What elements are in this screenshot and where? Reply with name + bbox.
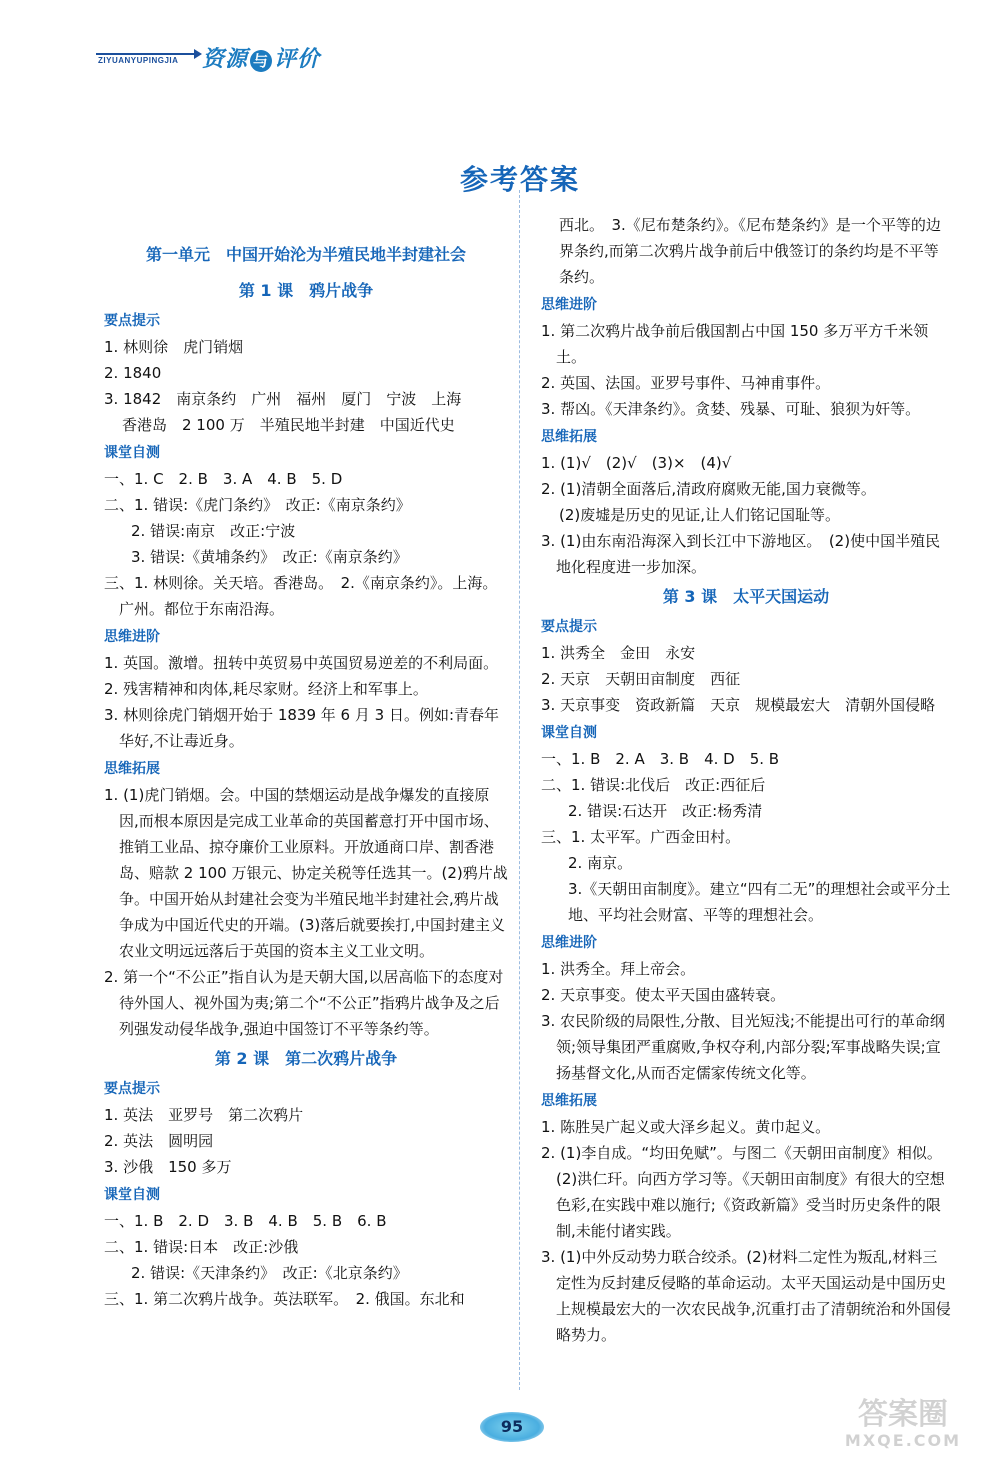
logo-connector: 与 <box>250 50 272 72</box>
book-header <box>96 42 346 78</box>
answer-line: 1. 林则徐 虎门销烟 <box>104 338 244 356</box>
answer-line: 1. 英国。激增。扭转中英贸易中英国贸易逆差的不利局面。 <box>104 654 499 672</box>
answer-line: 3. 1842 南京条约 广州 福州 厦门 宁波 上海 <box>104 390 462 408</box>
answer-line: 3. 农民阶级的局限性,分散、目光短浅;不能提出可行的革命纲领;领导集团严重腐败,争权夺利,内部分裂;军事战略失误;宣扬基督文化,从而否定儒家传统文化等。 <box>541 1012 945 1082</box>
answer-line: 二、1. 错误:《虎门条约》 改正:《南京条约》 <box>104 496 411 514</box>
section-heading: 要点提示 <box>541 619 597 635</box>
answer-line: 3. 错误:《黄埔条约》 改正:《南京条约》 <box>131 548 408 566</box>
answer-line: 2. 南京。 <box>568 854 633 872</box>
answer-line: 2. 错误:南京 改正:宁波 <box>131 522 296 540</box>
logo-part1: 资源 <box>202 47 249 72</box>
watermark-logo <box>818 1397 988 1460</box>
answer-line: 一、1. B 2. D 3. B 4. B 5. B 6. B <box>104 1212 387 1230</box>
answer-line: 1. 洪秀全 金田 永安 <box>541 644 696 662</box>
watermark-url: MXQE.COM <box>844 1431 962 1450</box>
logo-part2: 评价 <box>274 47 321 72</box>
answer-line: 一、1. C 2. B 3. A 4. B 5. D <box>104 470 343 488</box>
answer-line: 3. (1)中外反动势力联合绞杀。(2)材料二定性为叛乱,材料三定性为反封建反侵略的革命运动。太平天国运动是中国历史上规模最宏大的一次农民战争,沉重打击了清朝统治和外国侵略势力。 <box>541 1248 951 1344</box>
answer-line: 3. 沙俄 150 多万 <box>104 1158 232 1176</box>
watermark-text: 答案圈 <box>858 1397 948 1432</box>
answer-line: 3. 帮凶。《天津条约》。贪婪、残暴、可耻、狼狈为奸等。 <box>541 400 921 418</box>
section-heading: 要点提示 <box>104 1081 160 1097</box>
section-heading: 课堂自测 <box>104 445 160 461</box>
answer-line: 3. 天京事变 资政新篇 天京 规模最宏大 清朝外国侵略 <box>541 696 936 714</box>
answer-line: 1. 陈胜吴广起义或大泽乡起义。黄巾起义。 <box>541 1118 831 1136</box>
answer-line: 2. 错误:《天津条约》 改正:《北京条约》 <box>131 1264 408 1282</box>
answer-line: 2. 1840 <box>104 364 162 382</box>
section-heading: 思维进阶 <box>541 935 597 951</box>
answer-line: (2)废墟是历史的见证,让人们铭记国耻等。 <box>559 506 841 524</box>
answer-line: 2. 错误:石达开 改正:杨秀清 <box>568 802 763 820</box>
answer-line: 三、1. 林则徐。关天培。香港岛。 2.《南京条约》。上海。广州。都位于东南沿海。 <box>104 574 498 618</box>
section-heading: 思维拓展 <box>541 429 597 445</box>
answer-line: 三、1. 太平军。广西金田村。 <box>541 828 741 846</box>
page-number: 95 <box>480 1412 544 1442</box>
answer-line: 2. (1)清朝全面落后,清政府腐败无能,国力衰微等。 <box>541 480 876 498</box>
answer-line: 三、1. 第二次鸦片战争。英法联军。 2. 俄国。东北和 <box>104 1290 465 1308</box>
answer-line: 二、1. 错误:日本 改正:沙俄 <box>104 1238 299 1256</box>
unit-title: 第一单元 中国开始沦为半殖民地半封建社会 <box>145 245 466 264</box>
answer-line: 2. 天京事变。使太平天国由盛转衰。 <box>541 986 786 1004</box>
header-pinyin: ZIYUANYUPINGJIA <box>98 56 179 65</box>
section-heading: 要点提示 <box>104 313 160 329</box>
answer-line: 3.《天朝田亩制度》。建立“四有二无”的理想社会或平分土地、平均社会财富、平等的理想社会。 <box>568 880 951 924</box>
header-arrow-icon <box>96 53 196 55</box>
answer-line: 2. 第一个“不公正”指自认为是天朝大国,以居高临下的态度对待外国人、视外国为夷;第二个“不公正”指鸦片战争及之后列强发动侵华战争,强迫中国签订不平等条约等。 <box>104 968 504 1038</box>
answer-line: 3. 林则徐虎门销烟开始于 1839 年 6 月 3 日。例如:青春年华好,不让毒近身。 <box>104 706 500 750</box>
book-logo <box>202 42 320 73</box>
answer-line: 2. 天京 天朝田亩制度 西征 <box>541 670 741 688</box>
lesson1-title: 第 1 课 鸦片战争 <box>238 281 374 300</box>
answer-line: 二、1. 错误:北伐后 改正:西征后 <box>541 776 766 794</box>
left-column <box>104 240 508 1312</box>
section-heading: 思维进阶 <box>541 297 597 313</box>
answer-line: 西北。 3.《尼布楚条约》。《尼布楚条约》是一个平等的边界条约,而第二次鸦片战争前后中俄签订的条约均是不平等条约。 <box>559 216 941 286</box>
right-column <box>541 212 951 1348</box>
section-heading: 课堂自测 <box>104 1187 160 1203</box>
answer-line: 1. (1)√ (2)√ (3)× (4)√ <box>541 454 732 472</box>
answer-line: 2. (1)李自成。“均田免赋”。与图二《天朝田亩制度》相似。(2)洪仁玕。向西方学习等。《天朝田亩制度》有很大的空想色彩,在实践中难以施行;《资政新篇》受当时历史条件的限制,未能付诸实践。 <box>541 1144 945 1240</box>
answer-line: 2. 残害精神和肉体,耗尽家财。经济上和军事上。 <box>104 680 428 698</box>
answer-line: 2. 英国、法国。亚罗号事件、马神甫事件。 <box>541 374 831 392</box>
lesson2-title: 第 2 课 第二次鸦片战争 <box>214 1049 398 1068</box>
answer-line: 1. 英法 亚罗号 第二次鸦片 <box>104 1106 304 1124</box>
answer-line: 1. (1)虎门销烟。会。中国的禁烟运动是战争爆发的直接原因,而根本原因是完成工业革命的英国蓄意打开中国市场、推销工业品、掠夺廉价工业原料。开放通商口岸、割香港岛、赔款 2 100 万银元、协定关税等任选其一。(2)鸦片战争。中国开始从封建社会变为半殖民地半封建社会,鸦片战争成为中国近代史的开端。(3)落后就要挨打,中国封建主义农业文明远远落后于英国的资本主义工业文明。 <box>104 786 508 960</box>
answer-line: 1. 第二次鸦片战争前后俄国割占中国 150 多万平方千米领土。 <box>541 322 929 366</box>
answer-line: 2. 英法 圆明园 <box>104 1132 214 1150</box>
section-heading: 课堂自测 <box>541 725 597 741</box>
answer-line: 1. 洪秀全。拜上帝会。 <box>541 960 696 978</box>
answer-line: 3. (1)由东南沿海深入到长江中下游地区。 (2)使中国半殖民地化程度进一步加深。 <box>541 532 941 576</box>
column-divider <box>519 190 520 1390</box>
section-heading: 思维拓展 <box>104 761 160 777</box>
section-heading: 思维进阶 <box>104 629 160 645</box>
page-title: 参考答案 <box>459 163 580 196</box>
answer-line: 香港岛 2 100 万 半殖民地半封建 中国近代史 <box>122 416 455 434</box>
answer-line: 一、1. B 2. A 3. B 4. D 5. B <box>541 750 780 768</box>
section-heading: 思维拓展 <box>541 1093 597 1109</box>
lesson3-title: 第 3 课 太平天国运动 <box>662 587 830 606</box>
